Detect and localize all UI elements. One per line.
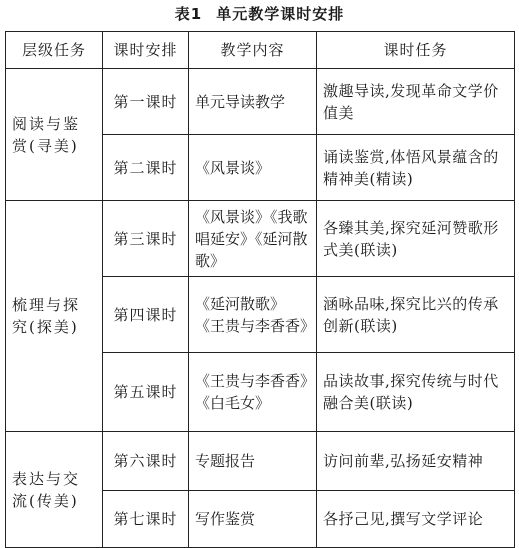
caption-label: 表1: [174, 5, 203, 23]
content-line: 《王贵与李香香》: [195, 316, 316, 335]
header-period: 课时安排: [103, 32, 189, 69]
content-cell: [189, 277, 317, 353]
content-cell: [189, 201, 317, 277]
schedule-table: [5, 31, 515, 548]
period-cell: 第七课时: [103, 491, 189, 548]
task-cell: 诵读鉴赏,体悟风景蕴含的精神美(精读): [317, 135, 515, 201]
header-content: 教学内容: [189, 32, 317, 69]
content-line: 《王贵与李香香》: [195, 372, 316, 390]
task-cell: 各抒己见,撰写文学评论: [317, 491, 515, 548]
task-cell: 涵咏品味,探究比兴的传承创新(联读): [317, 277, 515, 353]
content-line: 写作鉴赏: [195, 510, 256, 528]
period-cell: 第六课时: [103, 432, 189, 491]
content-cell: [189, 432, 317, 491]
level-cell: 阅读与鉴赏(寻美): [6, 69, 103, 201]
caption-title: 单元教学课时安排: [216, 5, 345, 23]
content-cell: [189, 353, 317, 432]
table-row: [6, 201, 515, 277]
content-cell: [189, 69, 317, 135]
period-cell: 第五课时: [103, 353, 189, 432]
table-row: [6, 69, 515, 135]
content-cell: [189, 491, 317, 548]
level-cell: 表达与交流(传美): [6, 432, 103, 548]
task-cell: 各臻其美,探究延河赞歌形式美(联读): [317, 201, 515, 277]
table-row: [6, 432, 515, 491]
task-cell: 访问前辈,弘扬延安精神: [317, 432, 515, 491]
content-line: 《延河散歌》: [195, 294, 286, 313]
content-line: 《风景谈》《我歌唱延安》《延河散歌》: [195, 207, 308, 270]
task-cell: 激趣导读,发现革命文学价值美: [317, 69, 515, 135]
content-cell: [189, 135, 317, 201]
content-line: 《白毛女》: [195, 394, 271, 412]
content-line: 专题报告: [195, 452, 256, 470]
content-line: 《风景谈》: [195, 158, 271, 177]
period-cell: 第一课时: [103, 69, 189, 135]
header-row: [6, 32, 515, 69]
period-cell: 第三课时: [103, 201, 189, 277]
content-line: 单元导读教学: [195, 92, 286, 111]
level-cell: 梳理与探究(探美): [6, 201, 103, 432]
period-cell: 第二课时: [103, 135, 189, 201]
table-caption: [0, 4, 519, 24]
period-cell: 第四课时: [103, 277, 189, 353]
header-task: 课时任务: [317, 32, 515, 69]
task-cell: 品读故事,探究传统与时代融合美(联读): [317, 353, 515, 432]
header-level: 层级任务: [6, 32, 103, 69]
